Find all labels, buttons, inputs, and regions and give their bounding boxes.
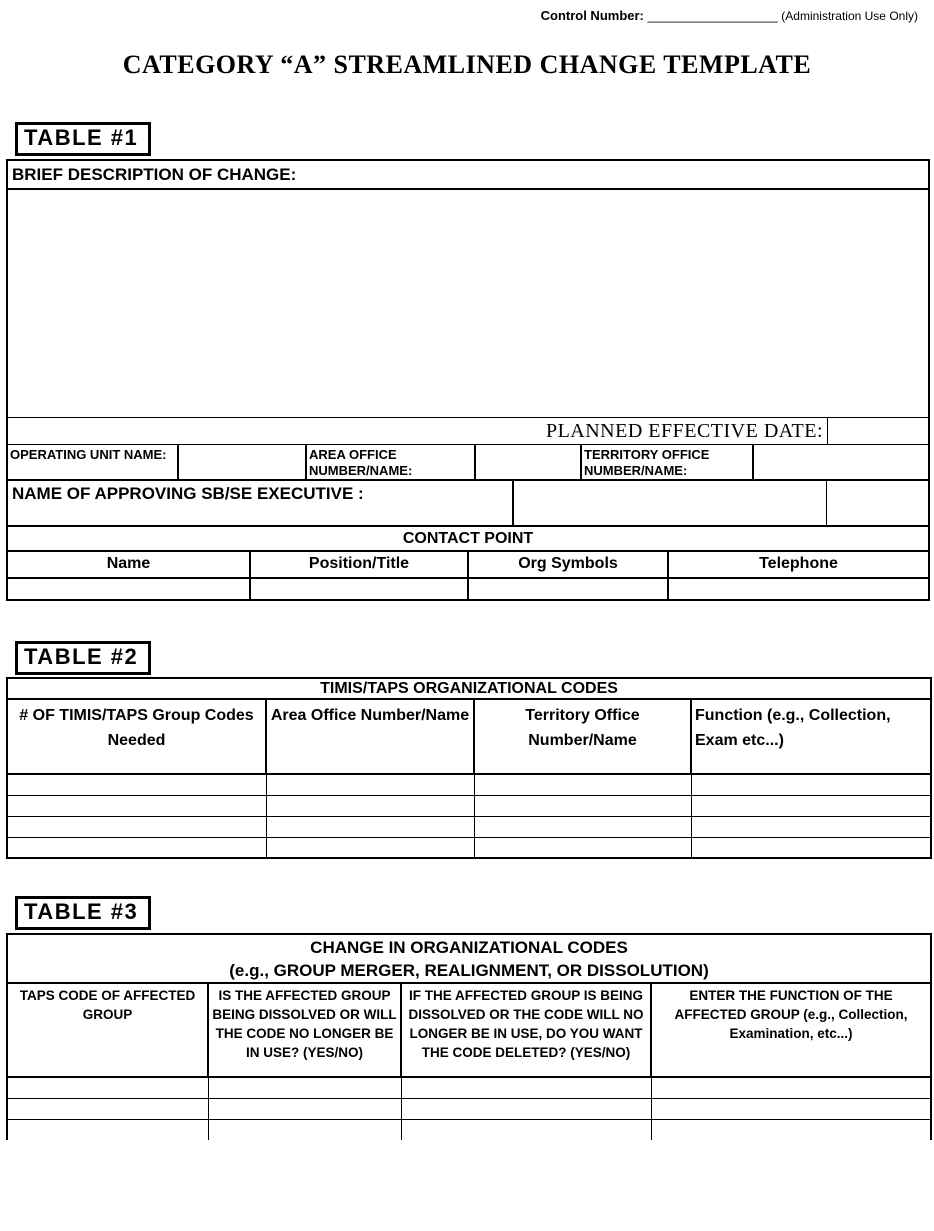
blank-cell[interactable] [474, 774, 691, 795]
contact-org-symbols-field[interactable] [467, 579, 667, 599]
blank-cell[interactable] [7, 774, 266, 795]
table2-body [7, 774, 931, 858]
blank-cell[interactable] [266, 774, 474, 795]
empty-row [7, 1119, 931, 1140]
empty-row [7, 816, 931, 837]
table3-title-row [7, 934, 931, 983]
table2-title-row [7, 678, 931, 699]
contact-position-header: Position/Title [249, 552, 467, 577]
operating-unit-name-label: OPERATING UNIT NAME: [10, 447, 167, 462]
table3-col-function: ENTER THE FUNCTION OF THE AFFECTED GROUP (e.g., Collection, Examination, etc...) [651, 983, 931, 1077]
planned-effective-date-label: PLANNED EFFECTIVE DATE: [545, 420, 823, 442]
blank-cell[interactable] [7, 1119, 208, 1140]
blank-cell[interactable] [474, 795, 691, 816]
table3 [6, 933, 932, 1140]
blank-cell[interactable] [7, 837, 266, 858]
empty-row [7, 774, 931, 795]
blank-cell[interactable] [651, 1119, 931, 1140]
contact-point-empty-row [8, 579, 928, 599]
administration-note: (Administration Use Only) [781, 9, 918, 23]
blank-cell[interactable] [474, 837, 691, 858]
brief-description-field[interactable] [8, 190, 928, 418]
blank-cell[interactable] [208, 1098, 401, 1119]
approving-executive-label: NAME OF APPROVING SB/SE EXECUTIVE : [12, 484, 364, 503]
blank-cell[interactable] [7, 1077, 208, 1098]
brief-description-label: BRIEF DESCRIPTION OF CHANGE: [8, 161, 928, 190]
table3-col-dissolved: IS THE AFFECTED GROUP BEING DISSOLVED OR WILL THE CODE NO LONGER BE IN USE? (YES/NO) [208, 983, 401, 1077]
empty-row [7, 1077, 931, 1098]
blank-cell[interactable] [651, 1077, 931, 1098]
blank-cell[interactable] [651, 1098, 931, 1119]
empty-row [7, 837, 931, 858]
blank-cell[interactable] [266, 837, 474, 858]
table3-title-line1: CHANGE IN ORGANIZATIONAL CODES [310, 937, 628, 957]
table3-title [7, 934, 931, 983]
contact-telephone-header: Telephone [667, 552, 928, 577]
page-title: CATEGORY “A” STREAMLINED CHANGE TEMPLATE [122, 50, 812, 79]
control-number-line [541, 8, 918, 23]
table2-col-group-codes: # OF TIMIS/TAPS Group Codes Needed [7, 699, 266, 774]
blank-cell[interactable] [401, 1119, 651, 1140]
planned-effective-date-row [8, 418, 928, 445]
table2-column-header-row [7, 699, 931, 774]
blank-cell[interactable] [208, 1077, 401, 1098]
approving-executive-row [8, 481, 928, 527]
control-number-label: Control Number: [540, 8, 644, 23]
blank-cell[interactable] [474, 816, 691, 837]
blank-cell[interactable] [691, 774, 931, 795]
blank-cell[interactable] [691, 795, 931, 816]
table3-column-header-row [7, 983, 931, 1077]
blank-cell[interactable] [691, 816, 931, 837]
approving-executive-field[interactable] [512, 481, 826, 525]
blank-cell[interactable] [7, 1098, 208, 1119]
blank-cell[interactable] [691, 837, 931, 858]
contact-org-symbols-header: Org Symbols [467, 552, 667, 577]
approving-executive-extra-cell[interactable] [826, 481, 928, 525]
blank-cell[interactable] [401, 1098, 651, 1119]
area-office-label: AREA OFFICE NUMBER/NAME: [305, 445, 474, 479]
table1-tag: TABLE #1 [15, 122, 151, 156]
blank-cell[interactable] [7, 816, 266, 837]
operating-unit-name-field[interactable] [177, 445, 305, 479]
contact-name-header: Name [106, 555, 151, 572]
table2-col-function: Function (e.g., Collection, Exam etc...) [691, 699, 931, 774]
blank-cell[interactable] [266, 795, 474, 816]
territory-office-label: TERRITORY OFFICE NUMBER/NAME: [580, 445, 752, 479]
table3-tag: TABLE #3 [15, 896, 151, 930]
table3-col-code-deleted: IF THE AFFECTED GROUP IS BEING DISSOLVED OR THE CODE WILL NO LONGER BE IN USE, DO YOU WANT THE CODE DELETED? (YES/NO) [401, 983, 651, 1077]
contact-point-column-headers [8, 552, 928, 579]
table2 [6, 677, 932, 859]
blank-cell[interactable] [266, 816, 474, 837]
blank-cell[interactable] [7, 795, 266, 816]
area-office-field[interactable] [474, 445, 580, 479]
table3-title-line2: (e.g., GROUP MERGER, REALIGNMENT, OR DISSOLUTION) [229, 960, 709, 980]
table2-col-territory-office: Territory Office Number/Name [474, 699, 691, 774]
blank-cell[interactable] [208, 1119, 401, 1140]
table2-title: TIMIS/TAPS ORGANIZATIONAL CODES [7, 678, 931, 699]
planned-effective-date-field[interactable] [827, 418, 928, 444]
empty-row [7, 1098, 931, 1119]
table2-col-area-office: Area Office Number/Name [266, 699, 474, 774]
table2-tag: TABLE #2 [15, 641, 151, 675]
empty-row [7, 795, 931, 816]
territory-office-field[interactable] [752, 445, 928, 479]
contact-name-field[interactable] [8, 579, 249, 599]
table3-col-taps-code: TAPS CODE OF AFFECTED GROUP [7, 983, 208, 1077]
control-number-blank[interactable]: __________________ [647, 8, 778, 23]
table3-body [7, 1077, 931, 1140]
unit-office-row [8, 445, 928, 481]
contact-position-field[interactable] [249, 579, 467, 599]
table1 [6, 159, 930, 601]
contact-point-header: CONTACT POINT [8, 527, 928, 552]
blank-cell[interactable] [401, 1077, 651, 1098]
contact-telephone-field[interactable] [667, 579, 928, 599]
